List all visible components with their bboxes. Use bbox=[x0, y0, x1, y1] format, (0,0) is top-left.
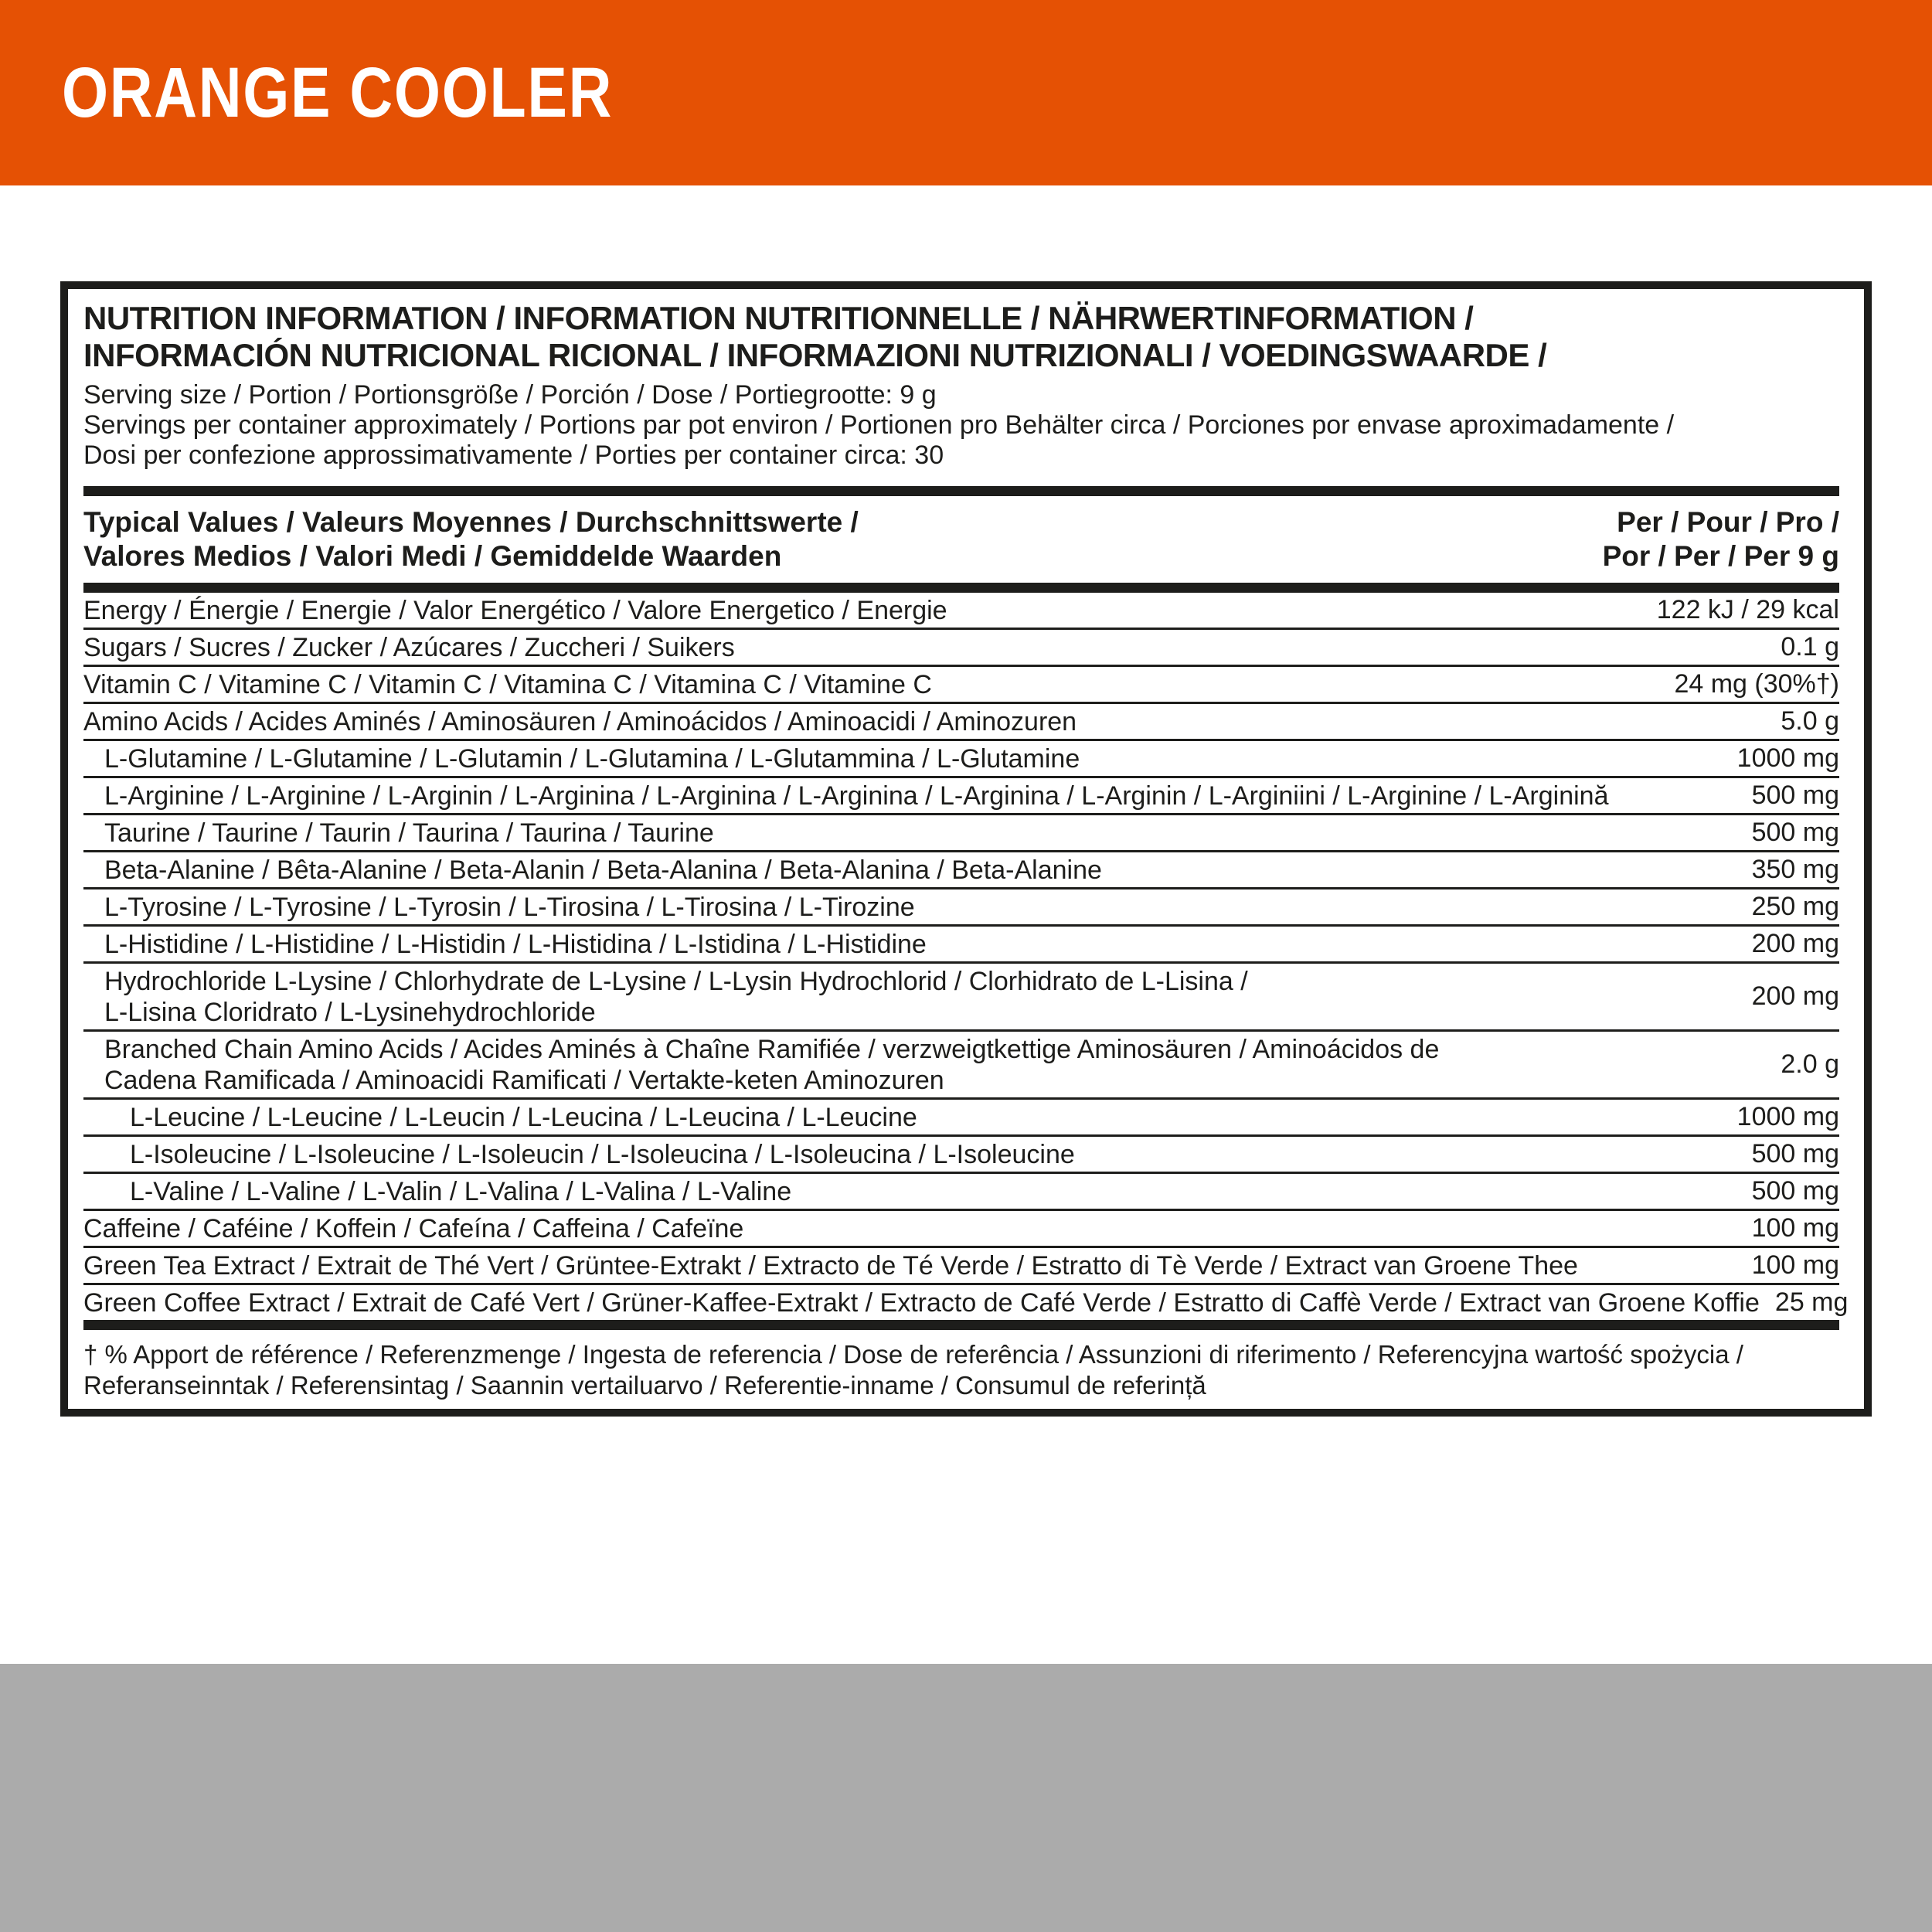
row-value: 5.0 g bbox=[1781, 706, 1839, 736]
row-label: Beta-Alanine / Bêta-Alanine / Beta-Alanin / Beta-Alanina / Beta-Alanina / Beta-Alanine bbox=[104, 855, 1102, 885]
table-row bbox=[83, 776, 1839, 813]
footnote-line-1: † % Apport de référence / Referenzmenge / Ingesta de referencia / Dose de referência / Assunzioni di riferimento / Referencyjna wartość spożycia / bbox=[83, 1340, 1743, 1369]
serving-size-line: Serving size / Portion / Portionsgröße / Porción / Dose / Portiegrootte: 9 g bbox=[83, 380, 937, 410]
table-row bbox=[83, 628, 1839, 665]
product-flavor-title: ORANGE COOLER bbox=[62, 53, 614, 132]
row-value: 500 mg bbox=[1751, 1139, 1839, 1168]
table-row bbox=[83, 1172, 1839, 1209]
table-row bbox=[83, 1029, 1839, 1097]
row-label: L-Histidine / L-Histidine / L-Histidin / L-Histidina / L-Istidina / L-Histidine bbox=[104, 929, 927, 959]
footer-gray-bar bbox=[0, 1664, 1932, 1932]
row-value: 2.0 g bbox=[1781, 1049, 1839, 1079]
row-label: Taurine / Taurine / Taurin / Taurina / Taurina / Taurine bbox=[104, 818, 714, 848]
panel-title-line-1: NUTRITION INFORMATION / INFORMATION NUTRITIONNELLE / NÄHRWERTINFORMATION / bbox=[83, 300, 1474, 336]
row-label: Green Tea Extract / Extrait de Thé Vert / Grüntee-Extrakt / Extracto de Té Verde / Estratto di Tè Verde / Extract van Groene Thee bbox=[83, 1250, 1578, 1281]
row-value: 24 mg (30%†) bbox=[1674, 669, 1839, 699]
row-value: 250 mg bbox=[1751, 892, 1839, 921]
panel-title-line-2: INFORMACIÓN NUTRICIONAL RICIONAL / INFORMAZIONI NUTRIZIONALI / VOEDINGSWAARDE / bbox=[83, 337, 1547, 373]
product-flavor-banner bbox=[0, 0, 1932, 185]
reference-intake-footnote bbox=[83, 1339, 1839, 1401]
row-value: 500 mg bbox=[1751, 818, 1839, 847]
column-header-typical-values: Typical Values / Valeurs Moyennes / Durchschnittswerte / Valores Medios / Valori Medi / Gemiddelde Waarden bbox=[83, 506, 859, 572]
row-value: 1000 mg bbox=[1736, 1102, 1839, 1131]
row-value: 25 mg bbox=[1774, 1287, 1849, 1317]
column-header-row bbox=[83, 496, 1839, 583]
row-value: 200 mg bbox=[1751, 981, 1839, 1011]
row-value: 122 kJ / 29 kcal bbox=[1656, 595, 1839, 624]
table-row bbox=[83, 739, 1839, 776]
table-row bbox=[83, 1134, 1839, 1172]
table-row bbox=[83, 593, 1839, 628]
table-row bbox=[83, 924, 1839, 961]
column-header-per-serving: Per / Pour / Pro / Por / Per / Per 9 g bbox=[1602, 506, 1839, 572]
serving-info bbox=[83, 380, 1839, 471]
servings-per-container-line-2: Dosi per confezione approssimativamente / Porties per container circa: 30 bbox=[83, 440, 944, 470]
table-row bbox=[83, 961, 1839, 1029]
row-label: L-Glutamine / L-Glutamine / L-Glutamin / L-Glutamina / L-Glutammina / L-Glutamine bbox=[104, 743, 1080, 774]
divider-bar-header bbox=[83, 583, 1839, 593]
nutrient-rows bbox=[83, 593, 1849, 1320]
row-label: Caffeine / Caféine / Koffein / Cafeína / Caffeina / Cafeïne bbox=[83, 1213, 744, 1243]
row-label: Hydrochloride L-Lysine / Chlorhydrate de L-Lysine / L-Lysin Hydrochlorid / Clorhidrato de L-Lisina / L-Lisina Cloridrato / L-Lysinehydrochloride bbox=[104, 966, 1248, 1027]
table-row bbox=[83, 702, 1839, 739]
table-row bbox=[83, 665, 1839, 702]
servings-per-container-line-1: Servings per container approximately / Portions par pot environ / Portionen pro Behälter circa / Porciones por envase aproximadamente / bbox=[83, 410, 1675, 440]
row-label: L-Arginine / L-Arginine / L-Arginin / L-Arginina / L-Arginina / L-Arginina / L-Arginina / L-Arginin / L-Arginiini / L-Arginine / L-Arginină bbox=[104, 781, 1609, 811]
row-label: Green Coffee Extract / Extrait de Café Vert / Grüner-Kaffee-Extrakt / Extracto de Café Verde / Estratto di Caffè Verde / Extract van Groene Koffie bbox=[83, 1287, 1760, 1318]
row-value: 0.1 g bbox=[1781, 632, 1839, 662]
table-row bbox=[83, 1209, 1839, 1246]
panel-title bbox=[83, 300, 1839, 374]
row-value: 350 mg bbox=[1751, 855, 1839, 884]
table-row bbox=[83, 1097, 1839, 1134]
row-value: 500 mg bbox=[1751, 781, 1839, 810]
row-label: Energy / Énergie / Energie / Valor Energético / Valore Energetico / Energie bbox=[83, 595, 947, 625]
table-row bbox=[83, 813, 1839, 850]
table-row bbox=[83, 1246, 1839, 1283]
row-value: 100 mg bbox=[1751, 1250, 1839, 1280]
table-row bbox=[83, 1283, 1849, 1320]
row-label: Vitamin C / Vitamine C / Vitamin C / Vitamina C / Vitamina C / Vitamine C bbox=[83, 669, 932, 699]
row-label: Branched Chain Amino Acids / Acides Aminés à Chaîne Ramifiée / verzweigtkettige Aminosäuren / Aminoácidos de Cadena Ramificada / Aminoacidi Ramificati / Vertakte-keten Aminozuren bbox=[104, 1034, 1440, 1095]
row-label: Sugars / Sucres / Zucker / Azúcares / Zuccheri / Suikers bbox=[83, 632, 735, 662]
row-value: 1000 mg bbox=[1736, 743, 1839, 773]
row-value: 500 mg bbox=[1751, 1176, 1839, 1206]
footnote-line-2: Referanseinntak / Referensintag / Saannin vertailuarvo / Referentie-inname / Consumul de referință bbox=[83, 1371, 1206, 1400]
row-label: L-Isoleucine / L-Isoleucine / L-Isoleucin / L-Isoleucina / L-Isoleucina / L-Isoleucine bbox=[130, 1139, 1075, 1169]
row-label: L-Valine / L-Valine / L-Valin / L-Valina / L-Valina / L-Valine bbox=[130, 1176, 792, 1206]
row-value: 200 mg bbox=[1751, 929, 1839, 958]
row-value: 100 mg bbox=[1751, 1213, 1839, 1243]
divider-bar-bottom bbox=[83, 1320, 1839, 1330]
divider-bar-top bbox=[83, 486, 1839, 496]
row-label: L-Tyrosine / L-Tyrosine / L-Tyrosin / L-Tirosina / L-Tirosina / L-Tirozine bbox=[104, 892, 915, 922]
row-label: Amino Acids / Acides Aminés / Aminosäuren / Aminoácidos / Aminoacidi / Aminozuren bbox=[83, 706, 1077, 736]
row-label: L-Leucine / L-Leucine / L-Leucin / L-Leucina / L-Leucina / L-Leucine bbox=[130, 1102, 917, 1132]
table-row bbox=[83, 887, 1839, 924]
table-row bbox=[83, 850, 1839, 887]
nutrition-panel bbox=[60, 281, 1872, 1417]
